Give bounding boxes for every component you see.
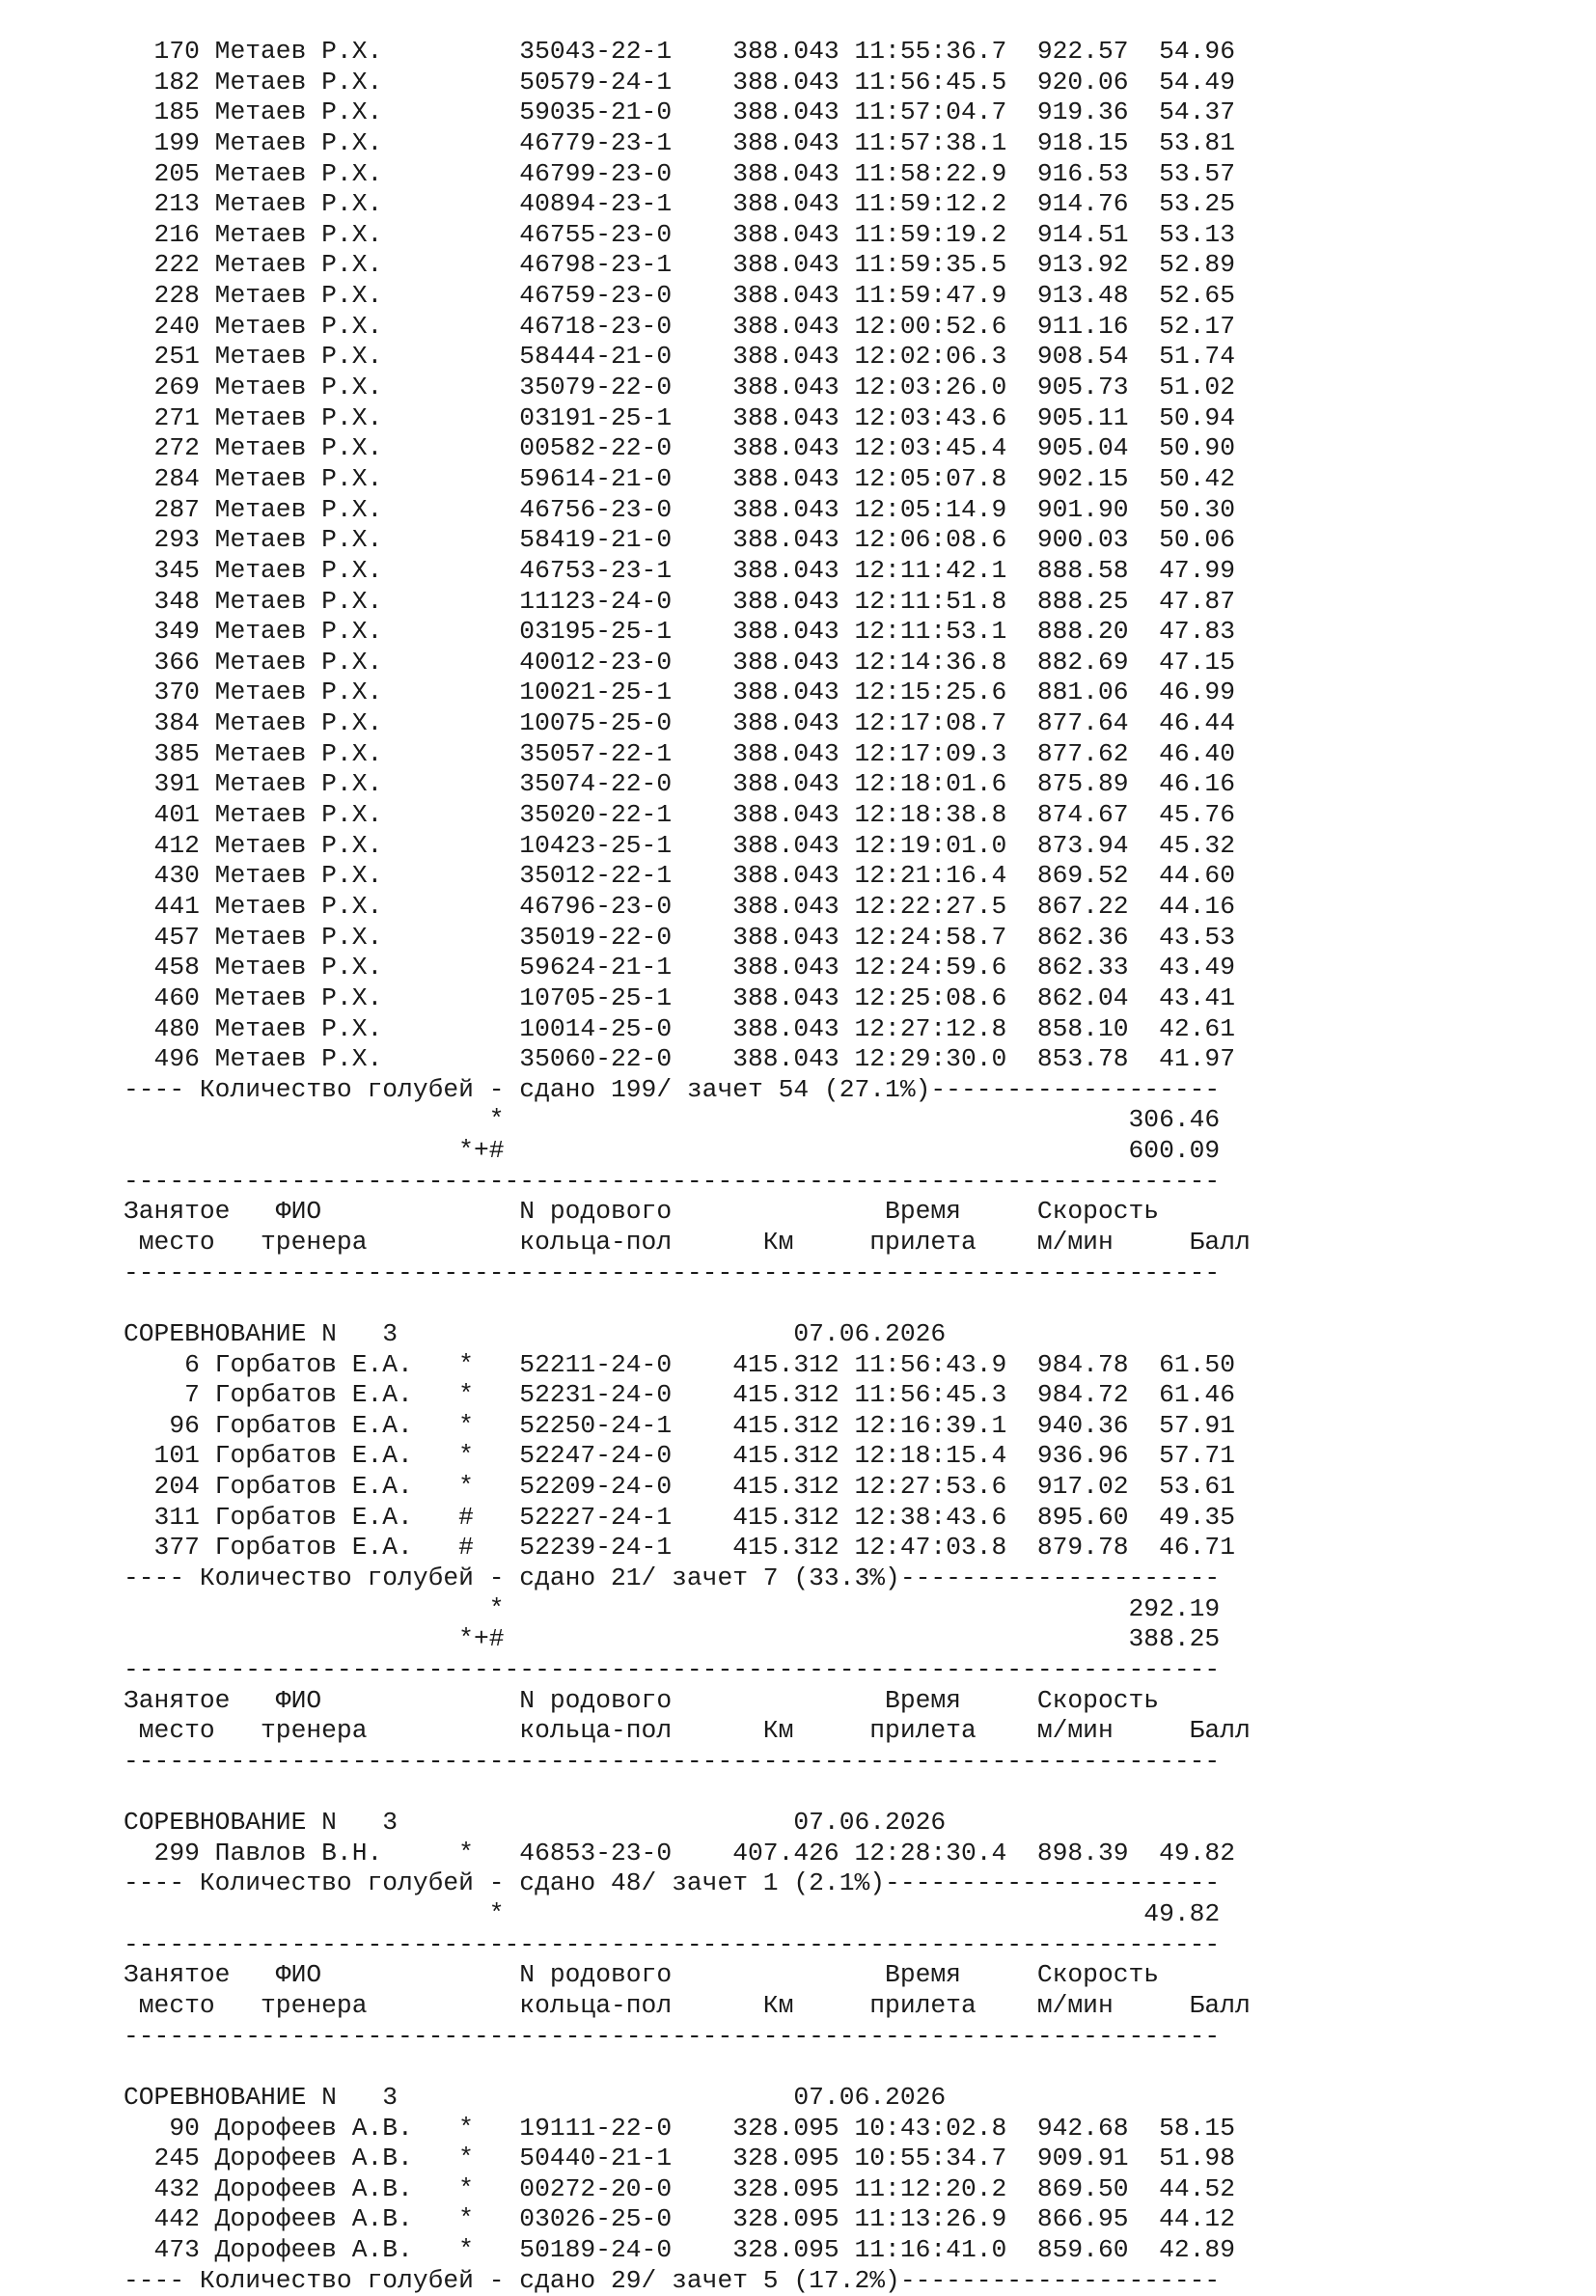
text-line: 271 Метаев Р.Х. 03191-25-1 388.043 12:03:43.6 905.11 50.94	[124, 402, 1235, 432]
text-line: место тренера кольца-пол Км прилета м/мин Балл	[124, 1716, 1251, 1746]
text-line: Занятое ФИО N родового Время Скорость	[124, 1960, 1160, 1990]
text-line: 442 Дорофеев А.В. * 03026-25-0 328.095 11:13:26.9 866.95 44.12	[124, 2204, 1235, 2234]
results-printout	[124, 37, 1251, 2296]
text-line: 96 Горбатов Е.А. * 52250-24-1 415.312 12:16:39.1 940.36 57.91	[124, 1410, 1235, 1440]
text-line: 366 Метаев Р.Х. 40012-23-0 388.043 12:14:36.8 882.69 47.15	[124, 647, 1235, 677]
text-line: 458 Метаев Р.Х. 59624-21-1 388.043 12:24:59.6 862.33 43.49	[124, 953, 1235, 982]
text-line: Занятое ФИО N родового Время Скорость	[124, 1197, 1160, 1227]
text-line: 251 Метаев Р.Х. 58444-21-0 388.043 12:02:06.3 908.54 51.74	[124, 342, 1235, 372]
text-line: * 306.46	[124, 1105, 1221, 1135]
text-line	[124, 2052, 1251, 2083]
text-line: место тренера кольца-пол Км прилета м/мин Балл	[124, 1991, 1251, 2020]
text-line: ---- Количество голубей - сдано 21/ зачет 7 (33.3%)---------------------	[124, 1563, 1221, 1593]
text-line: ---- Количество голубей - сдано 29/ зачет 5 (17.2%)---------------------	[124, 2265, 1221, 2295]
text-line: 457 Метаев Р.Х. 35019-22-0 388.043 12:24:58.7 862.36 43.53	[124, 922, 1235, 952]
text-line: 287 Метаев Р.Х. 46756-23-0 388.043 12:05:14.9 901.90 50.30	[124, 494, 1235, 524]
text-line: 391 Метаев Р.Х. 35074-22-0 388.043 12:18:01.6 875.89 46.16	[124, 769, 1235, 799]
text-line: 272 Метаев Р.Х. 00582-22-0 388.043 12:03:45.4 905.04 50.90	[124, 433, 1235, 463]
text-line: ---- Количество голубей - сдано 48/ зачет 1 (2.1%)----------------------	[124, 1868, 1221, 1898]
text-line: 284 Метаев Р.Х. 59614-21-0 388.043 12:05:07.8 902.15 50.42	[124, 463, 1235, 493]
text-line: 460 Метаев Р.Х. 10705-25-1 388.043 12:25:08.6 862.04 43.41	[124, 982, 1235, 1012]
text-line: ------------------------------------------------------------------------	[124, 1746, 1221, 1776]
text-line: 385 Метаев Р.Х. 35057-22-1 388.043 12:17:09.3 877.62 46.40	[124, 738, 1235, 768]
text-line: * 49.82	[124, 1899, 1221, 1929]
text-line: 269 Метаев Р.Х. 35079-22-0 388.043 12:03:26.0 905.73 51.02	[124, 373, 1235, 402]
text-line: 377 Горбатов Е.А. # 52239-24-1 415.312 12:47:03.8 879.78 46.71	[124, 1533, 1235, 1563]
text-line: 90 Дорофеев А.В. * 19111-22-0 328.095 10:43:02.8 942.68 58.15	[124, 2113, 1235, 2143]
text-line: 401 Метаев Р.Х. 35020-22-1 388.043 12:18:38.8 874.67 45.76	[124, 800, 1235, 830]
text-line: 441 Метаев Р.Х. 46796-23-0 388.043 12:22:27.5 867.22 44.16	[124, 891, 1235, 921]
text-line: ------------------------------------------------------------------------	[124, 1258, 1221, 1287]
text-line: 345 Метаев Р.Х. 46753-23-1 388.043 12:11:42.1 888.58 47.99	[124, 555, 1235, 585]
text-line: ------------------------------------------------------------------------	[124, 1166, 1221, 1196]
text-line: 170 Метаев Р.Х. 35043-22-1 388.043 11:55:36.7 922.57 54.96	[124, 37, 1235, 66]
text-line: ------------------------------------------------------------------------	[124, 1654, 1221, 1684]
text-line: 7 Горбатов Е.А. * 52231-24-0 415.312 11:56:45.3 984.72 61.46	[124, 1380, 1235, 1410]
text-line: 222 Метаев Р.Х. 46798-23-1 388.043 11:59:35.5 913.92 52.89	[124, 250, 1235, 280]
text-line: 384 Метаев Р.Х. 10075-25-0 388.043 12:17:08.7 877.64 46.44	[124, 708, 1235, 738]
text-line: 370 Метаев Р.Х. 10021-25-1 388.043 12:15:25.6 881.06 46.99	[124, 678, 1235, 707]
text-line: 349 Метаев Р.Х. 03195-25-1 388.043 12:11:53.1 888.20 47.83	[124, 617, 1235, 647]
text-line: 204 Горбатов Е.А. * 52209-24-0 415.312 12:27:53.6 917.02 53.61	[124, 1472, 1235, 1502]
text-line: 430 Метаев Р.Х. 35012-22-1 388.043 12:21:16.4 869.52 44.60	[124, 861, 1235, 891]
text-line: 412 Метаев Р.Х. 10423-25-1 388.043 12:19:01.0 873.94 45.32	[124, 830, 1235, 860]
text-line: 348 Метаев Р.Х. 11123-24-0 388.043 12:11:51.8 888.25 47.87	[124, 586, 1235, 616]
text-line: 293 Метаев Р.Х. 58419-21-0 388.043 12:06:08.6 900.03 50.06	[124, 525, 1235, 555]
text-line	[124, 1288, 1251, 1319]
text-line: СОРЕВНОВАНИЕ N 3 07.06.2026	[124, 2082, 947, 2112]
text-line: 185 Метаев Р.Х. 59035-21-0 388.043 11:57:04.7 919.36 54.37	[124, 97, 1235, 127]
text-line: ------------------------------------------------------------------------	[124, 2021, 1221, 2051]
text-line: 480 Метаев Р.Х. 10014-25-0 388.043 12:27:12.8 858.10 42.61	[124, 1013, 1235, 1043]
text-line: СОРЕВНОВАНИЕ N 3 07.06.2026	[124, 1318, 947, 1348]
text-line: 473 Дорофеев А.В. * 50189-24-0 328.095 11:16:41.0 859.60 42.89	[124, 2235, 1235, 2265]
text-line	[124, 1778, 1251, 1809]
text-line: место тренера кольца-пол Км прилета м/мин Балл	[124, 1227, 1251, 1257]
text-line: * 292.19	[124, 1593, 1221, 1623]
text-line: 228 Метаев Р.Х. 46759-23-0 388.043 11:59:47.9 913.48 52.65	[124, 281, 1235, 311]
text-line: 216 Метаев Р.Х. 46755-23-0 388.043 11:59:19.2 914.51 53.13	[124, 219, 1235, 249]
text-line: 311 Горбатов Е.А. # 52227-24-1 415.312 12:38:43.6 895.60 49.35	[124, 1502, 1235, 1532]
text-line: 101 Горбатов Е.А. * 52247-24-0 415.312 12:18:15.4 936.96 57.71	[124, 1441, 1235, 1471]
text-line: Занятое ФИО N родового Время Скорость	[124, 1685, 1160, 1715]
text-line: 496 Метаев Р.Х. 35060-22-0 388.043 12:29:30.0 853.78 41.97	[124, 1044, 1235, 1074]
text-line: 182 Метаев Р.Х. 50579-24-1 388.043 11:56:45.5 920.06 54.49	[124, 67, 1235, 97]
text-line: СОРЕВНОВАНИЕ N 3 07.06.2026	[124, 1808, 947, 1838]
text-line: 432 Дорофеев А.В. * 00272-20-0 328.095 11:12:20.2 869.50 44.52	[124, 2173, 1235, 2203]
text-line: 245 Дорофеев А.В. * 50440-21-1 328.095 10:55:34.7 909.91 51.98	[124, 2144, 1235, 2173]
text-line: 199 Метаев Р.Х. 46779-23-1 388.043 11:57:38.1 918.15 53.81	[124, 127, 1235, 157]
text-line: ---- Количество голубей - сдано 199/ зачет 54 (27.1%)-------------------	[124, 1074, 1221, 1104]
text-line: 213 Метаев Р.Х. 40894-23-1 388.043 11:59:12.2 914.76 53.25	[124, 189, 1235, 219]
text-line: 299 Павлов В.Н. * 46853-23-0 407.426 12:28:30.4 898.39 49.82	[124, 1838, 1235, 1867]
text-line: ------------------------------------------------------------------------	[124, 1929, 1221, 1959]
text-line: *+# 600.09	[124, 1136, 1221, 1166]
text-line: 6 Горбатов Е.А. * 52211-24-0 415.312 11:56:43.9 984.78 61.50	[124, 1349, 1235, 1379]
text-line: 240 Метаев Р.Х. 46718-23-0 388.043 12:00:52.6 911.16 52.17	[124, 311, 1235, 341]
text-line: 205 Метаев Р.Х. 46799-23-0 388.043 11:58:22.9 916.53 53.57	[124, 158, 1235, 188]
text-line: *+# 388.25	[124, 1624, 1221, 1654]
